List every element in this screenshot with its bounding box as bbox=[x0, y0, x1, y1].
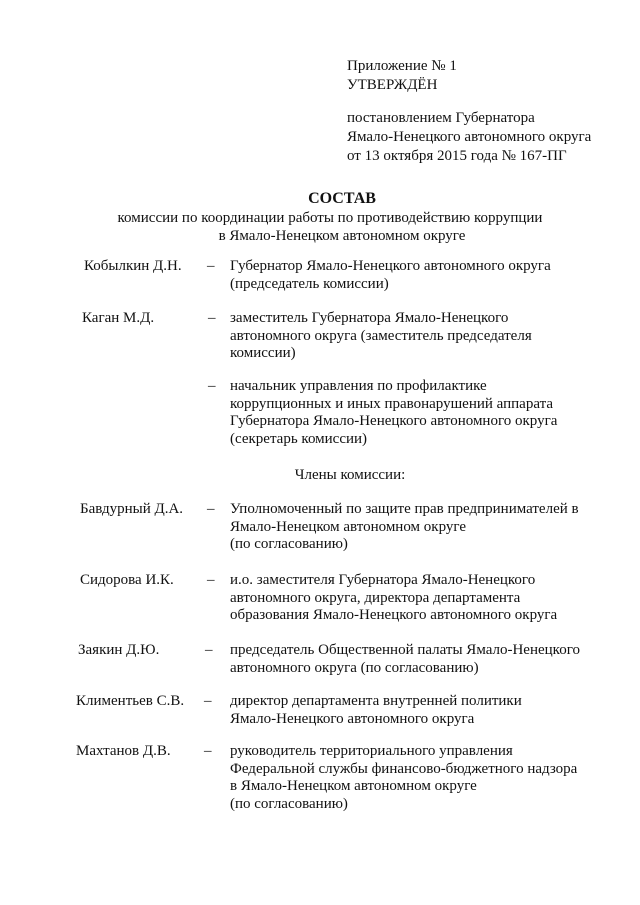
member-name: Каган М.Д. bbox=[82, 310, 155, 326]
position-line: руководитель территориального управления bbox=[230, 743, 513, 759]
member-position bbox=[230, 378, 610, 448]
annex-number: Приложение № 1 bbox=[347, 58, 457, 74]
member-position bbox=[230, 310, 610, 363]
approved-stamp-text: УТВЕРЖДЁН bbox=[347, 77, 438, 93]
dash-separator: – bbox=[205, 642, 213, 658]
member-name: Сидорова И.К. bbox=[80, 572, 174, 588]
position-line: Ямало-Ненецкого автономного округа bbox=[230, 710, 475, 727]
dash-separator: – bbox=[204, 743, 212, 759]
member-position bbox=[230, 693, 610, 728]
member-position bbox=[230, 258, 610, 293]
position-line: начальник управления по профилактике bbox=[230, 378, 487, 394]
dash-separator: – bbox=[207, 258, 215, 274]
position-line: автономного округа (заместитель председателя bbox=[230, 327, 532, 344]
decree-line: Ямало-Ненецкого автономного округа bbox=[347, 129, 592, 145]
position-line: комиссии) bbox=[230, 345, 296, 361]
member-name: Климентьев С.В. bbox=[76, 693, 185, 709]
position-line: и.о. заместителя Губернатора Ямало-Ненецкого bbox=[230, 572, 536, 588]
position-line: (по согласованию) bbox=[230, 795, 348, 812]
members-heading: Члены комиссии: bbox=[294, 467, 406, 483]
position-line: Уполномоченный по защите прав предпринимателей в bbox=[230, 501, 579, 517]
dash-separator: – bbox=[204, 693, 212, 709]
document-subtitle: в Ямало-Ненецком автономном округе bbox=[218, 228, 466, 244]
position-line: заместитель Губернатора Ямало-Ненецкого bbox=[230, 310, 509, 326]
position-line: Ямало-Ненецком автономном округе bbox=[230, 518, 466, 535]
dash-separator: – bbox=[208, 378, 216, 394]
position-line: директор департамента внутренней политики bbox=[230, 693, 522, 709]
position-line: образования Ямало-Ненецкого автономного округа bbox=[230, 607, 558, 623]
approval-block bbox=[347, 57, 617, 166]
member-position bbox=[230, 501, 610, 554]
position-line: автономного округа, директора департамента bbox=[230, 589, 521, 606]
dash-separator: – bbox=[207, 572, 215, 588]
position-line: (секретарь комиссии) bbox=[230, 430, 368, 447]
member-name: Заякин Д.Ю. bbox=[78, 642, 160, 658]
position-line: председатель Общественной палаты Ямало-Ненецкого bbox=[230, 642, 580, 658]
document-title: СОСТАВ bbox=[308, 190, 376, 207]
decree-line: постановлением Губернатора bbox=[347, 110, 535, 126]
dash-separator: – bbox=[207, 501, 215, 517]
document-subtitle: комиссии по координации работы по противодействию коррупции bbox=[117, 210, 543, 226]
position-line: в Ямало-Ненецком автономном округе bbox=[230, 778, 477, 794]
position-line: (председатель комиссии) bbox=[230, 275, 389, 292]
member-name: Бавдурный Д.А. bbox=[80, 501, 184, 517]
dash-separator: – bbox=[208, 310, 216, 326]
position-line: Губернатора Ямало-Ненецкого автономного округа bbox=[230, 413, 558, 429]
position-line: автономного округа (по согласованию) bbox=[230, 659, 479, 676]
position-line: (по согласованию) bbox=[230, 536, 348, 552]
member-position bbox=[230, 642, 610, 677]
member-name: Махтанов Д.В. bbox=[76, 743, 171, 759]
position-line: Губернатор Ямало-Ненецкого автономного округа bbox=[230, 258, 551, 274]
decree-line: от 13 октября 2015 года № 167-ПГ bbox=[347, 148, 567, 164]
member-position bbox=[230, 572, 610, 625]
position-line: коррупционных и иных правонарушений аппарата bbox=[230, 395, 553, 412]
member-name: Кобылкин Д.Н. bbox=[84, 258, 182, 274]
position-line: Федеральной службы финансово-бюджетного надзора bbox=[230, 760, 578, 777]
member-position bbox=[230, 743, 610, 813]
